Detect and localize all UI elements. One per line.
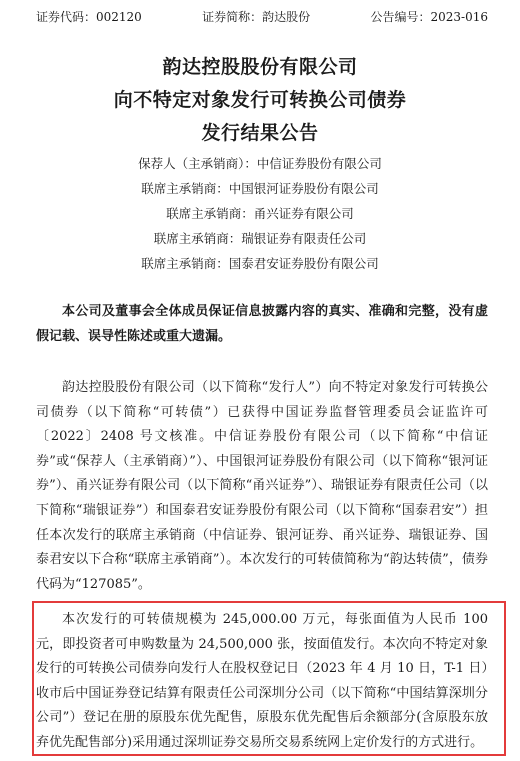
- paragraph-issue-scale: 本次发行的可转债规模为 245,000.00 万元，每张面值为人民币 100 元，即投资者可申购数量为 24,500,000 张，按面值发行。本次向不特定对象发行的可转换公司债券向发行人在股权登记日（2023 年 4 月 10 日，T-1 日）收市后中国证券登记结算有限责任公司深圳分公司（以下简称“中国结算深圳分公司”）登记在册的原股东优先配售，原股东优先配售后余额部分(含原股东放弃优先配售部分)采用通过深圳证券交易所交易系统网上定价发行的方式进行。: [36, 612, 488, 750]
- announcement-number: 公告编号：2023-016: [370, 10, 488, 24]
- highlight-box: [32, 601, 506, 756]
- security-short-name: 证券简称：韵达股份: [202, 10, 311, 24]
- paragraph-approval: 韵达控股股份有限公司（以下简称“发行人”）向不特定对象发行可转换公司债券（以下简称“可转债”）已获得中国证券监督管理委员会证监许可〔2022〕2408 号文核准。中信证券股份有限公司（以下简称“中信证券”或“保荐人（主承销商）”）、中国银河证券股份有限公司（以下简称“银河证券”）、甬兴证券有限公司（以下简称“甬兴证券”）、瑞银证券有限责任公司（以下简称“瑞银证券”）和国泰君安证券股份有限公司（以下简称“国泰君安”）担任本次发行的联席主承销商（中信证券、银河证券、甬兴证券、瑞银证券、国泰君安以下合称“联席主承销商”）。本次发行的可转债简称为“韵达转债”，债券代码为“127085”。: [36, 380, 488, 592]
- announcement-header: [36, 9, 488, 25]
- joint-underwriter-galaxy: 联席主承销商：中国银河证券股份有限公司: [141, 181, 379, 196]
- joint-underwriter-gtja: 联席主承销商：国泰君安证券股份有限公司: [141, 256, 379, 271]
- joint-underwriter-ubs: 联席主承销商：瑞银证券有限责任公司: [153, 231, 367, 246]
- title-announcement: 发行结果公告: [201, 122, 319, 144]
- joint-underwriter-yongxing: 联席主承销商：甬兴证券有限公司: [166, 206, 354, 221]
- sponsor-underwriter: 保荐人（主承销商）：中信证券股份有限公司: [138, 156, 382, 171]
- security-code: 证券代码：002120: [36, 10, 142, 24]
- board-declaration: 本公司及董事会全体成员保证信息披露内容的真实、准确和完整，没有虚假记载、误导性陈述或重大遗漏。: [36, 304, 488, 344]
- title-subject: 向不特定对象发行可转换公司债券: [113, 89, 407, 111]
- title-company: 韵达控股股份有限公司: [162, 56, 358, 78]
